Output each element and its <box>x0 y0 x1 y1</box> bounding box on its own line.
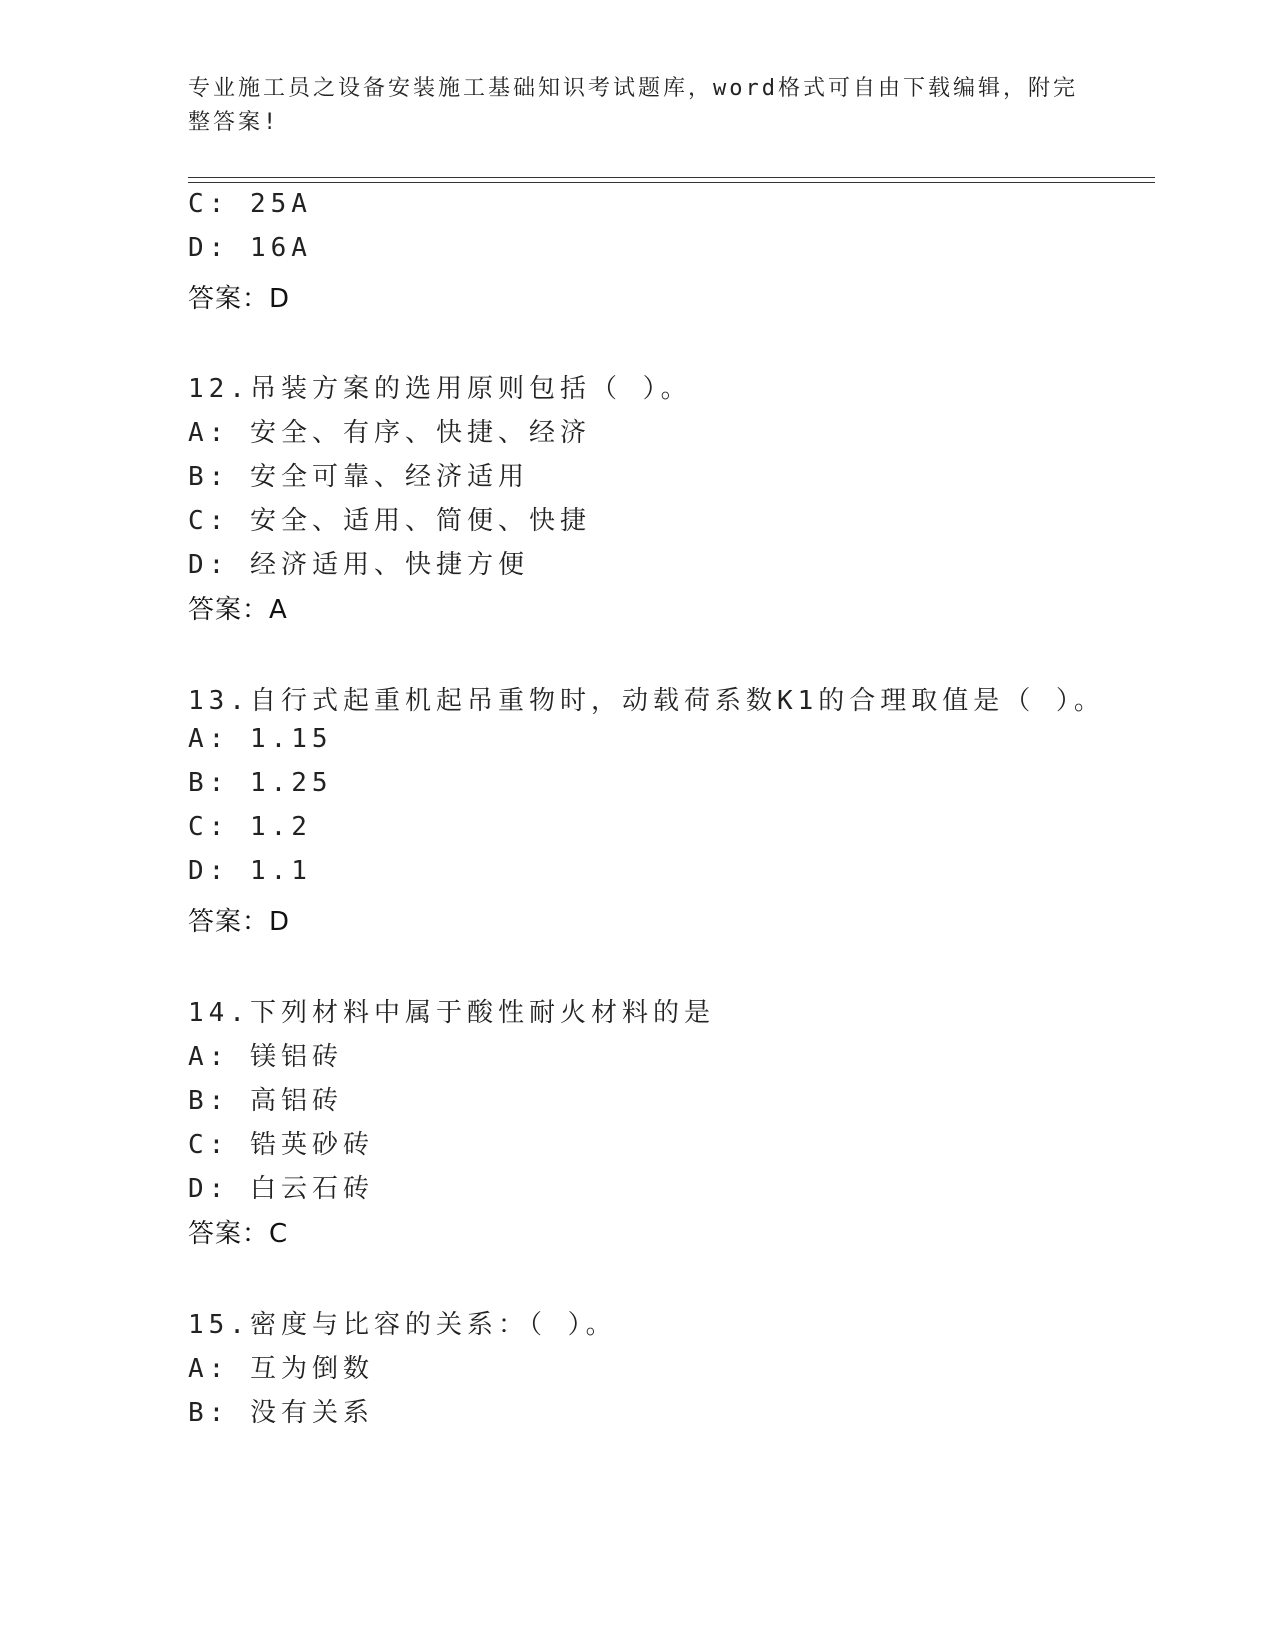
document-header <box>188 72 1088 140</box>
q14-option-a: A: 镁铝砖 <box>188 1042 343 1072</box>
q12-answer: 答案：A <box>188 595 288 625</box>
header-rule-top <box>188 177 1155 178</box>
header-line-1: 专业施工员之设备安装施工基础知识考试题库，word格式可自由下载编辑，附完 <box>188 76 1078 101</box>
q13-answer: 答案：D <box>188 907 291 937</box>
header-line-2: 整答案! <box>188 110 280 135</box>
q14-option-d: D: 白云石砖 <box>188 1174 374 1204</box>
q14-answer: 答案：C <box>188 1219 289 1249</box>
q13-option-a: A: 1.15 <box>188 724 333 754</box>
q15-question: 15.密度与比容的关系：（ ）。 <box>188 1310 617 1340</box>
q12-option-a: A: 安全、有序、快捷、经济 <box>188 418 591 448</box>
q14-option-c: C: 锆英砂砖 <box>188 1130 374 1160</box>
q15-option-a: A: 互为倒数 <box>188 1354 374 1384</box>
q13-option-d: D: 1.1 <box>188 856 312 886</box>
q14-question: 14.下列材料中属于酸性耐火材料的是 <box>188 998 715 1028</box>
q12-option-c: C: 安全、适用、简便、快捷 <box>188 506 591 536</box>
q11-answer: 答案：D <box>188 284 291 314</box>
header-rule-bottom <box>188 182 1155 183</box>
q12-option-b: B: 安全可靠、经济适用 <box>188 462 529 492</box>
q13-option-c: C: 1.2 <box>188 812 312 842</box>
q11-option-c: C: 25A <box>188 189 312 219</box>
q13-option-b: B: 1.25 <box>188 768 333 798</box>
q13-question: 13.自行式起重机起吊重物时，动载荷系数K1的合理取值是（ ）。 <box>188 686 1105 716</box>
q14-option-b: B: 高铝砖 <box>188 1086 343 1116</box>
q12-option-d: D: 经济适用、快捷方便 <box>188 550 529 580</box>
q12-question: 12.吊装方案的选用原则包括（ ）。 <box>188 374 692 404</box>
q11-option-d: D: 16A <box>188 233 312 263</box>
q15-option-b: B: 没有关系 <box>188 1398 374 1428</box>
